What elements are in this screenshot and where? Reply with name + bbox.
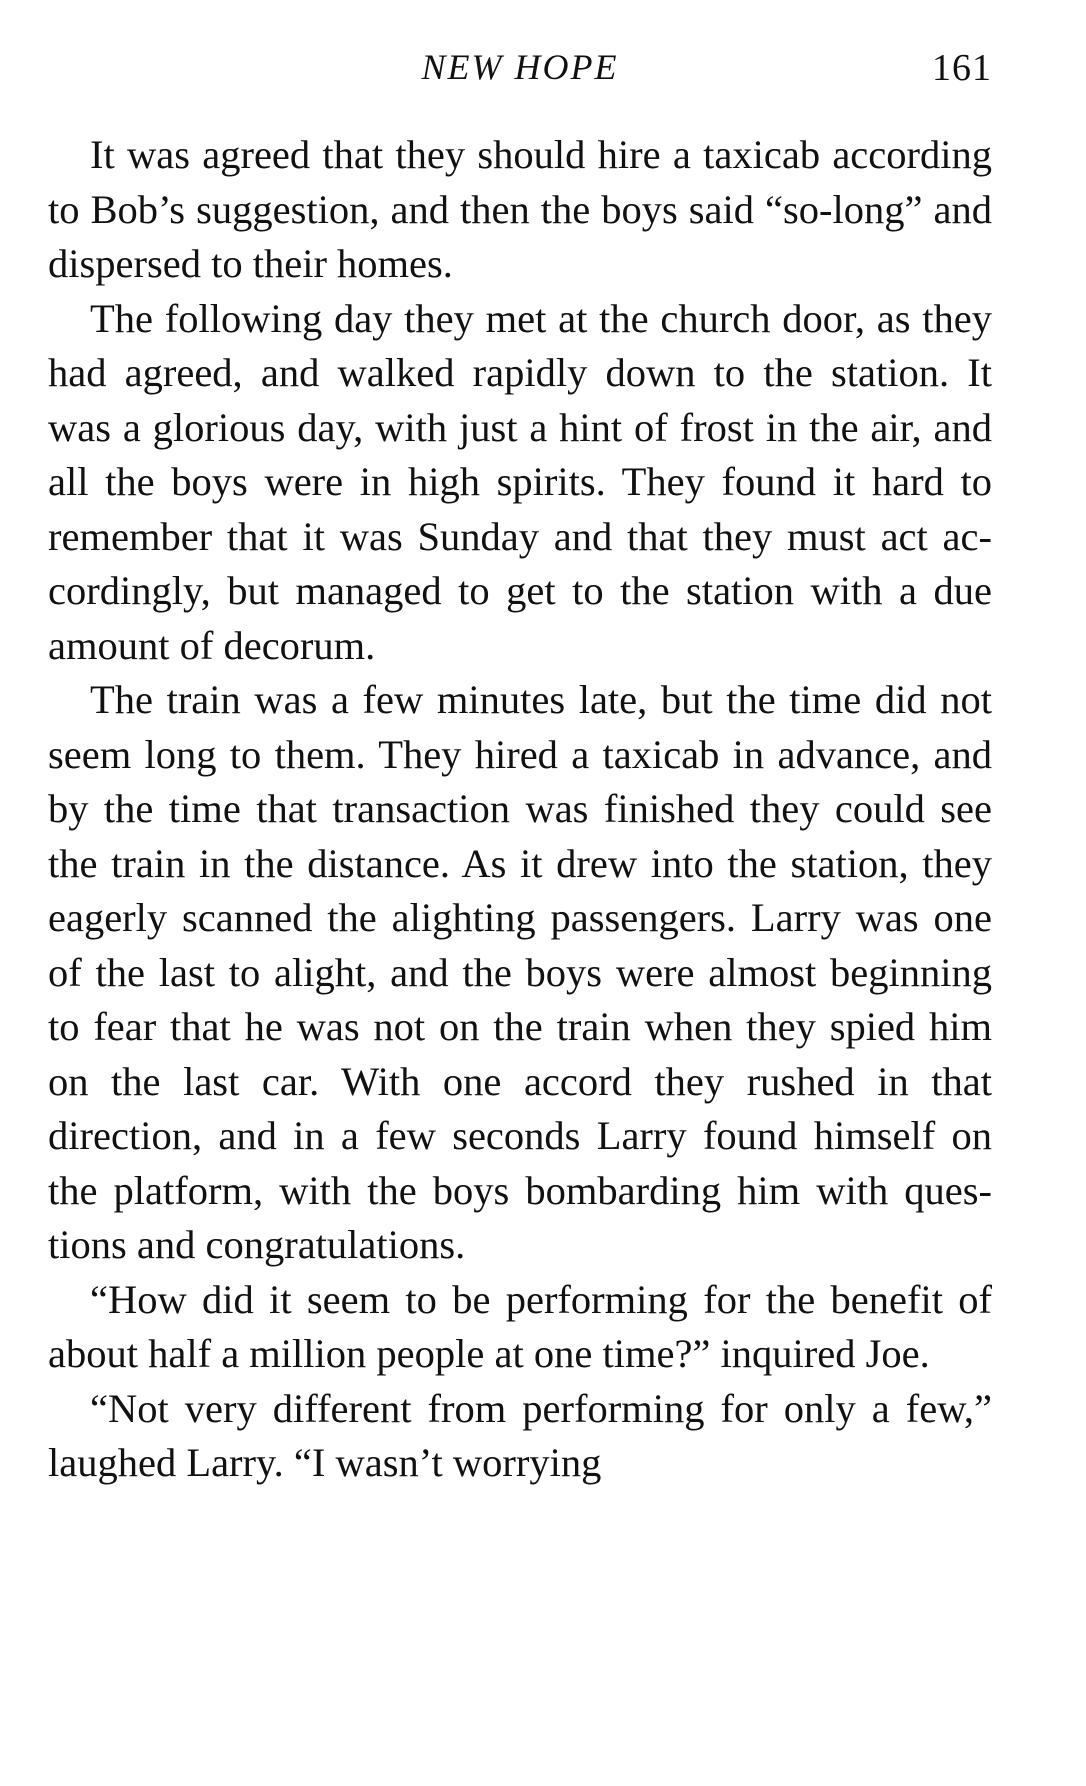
paragraph-4: “How did it seem to be performing for the benefit of about half a million people at one time?” inquired Joe. bbox=[48, 1276, 992, 1376]
paragraph-2: The following day they met at the church door, as they had agreed, and walked rapidly down to the station. It was a glorious day, with just a hint of frost in the air, and all the boys were in high spirits. They found it hard to remember that it was Sunday and that they must act accordingly, but managed to get to the station with a due amount of decorum. bbox=[48, 295, 992, 668]
page-number: 161 bbox=[932, 47, 992, 89]
paragraph-5: “Not very different from performing for only a few,” laughed Larry. “I wasn’t worrying bbox=[48, 1385, 992, 1485]
book-page bbox=[48, 36, 992, 1746]
running-title: NEW HOPE bbox=[421, 47, 619, 87]
body-text bbox=[48, 128, 992, 1491]
paragraph-3: The train was a few minutes late, but the time did not seem long to them. They hired a taxicab in advance, and by the time that transaction was finished they could see the train in the distance. As it drew into the station, they eagerly scanned the alighting passengers. Larry was one of the last to alight, and the boys were almost beginning to fear that he was not on the train when they spied him on the last car. With one accord they rushed in that direction, and in a few seconds Larry found himself on the platform, with the boys bombarding him with questions and congratulations. bbox=[48, 677, 992, 1267]
paragraph-1: It was agreed that they should hire a taxicab according to Bob’s suggestion, and then the boys said “so-long” and dispersed to their homes. bbox=[48, 132, 992, 286]
running-head bbox=[48, 36, 992, 110]
